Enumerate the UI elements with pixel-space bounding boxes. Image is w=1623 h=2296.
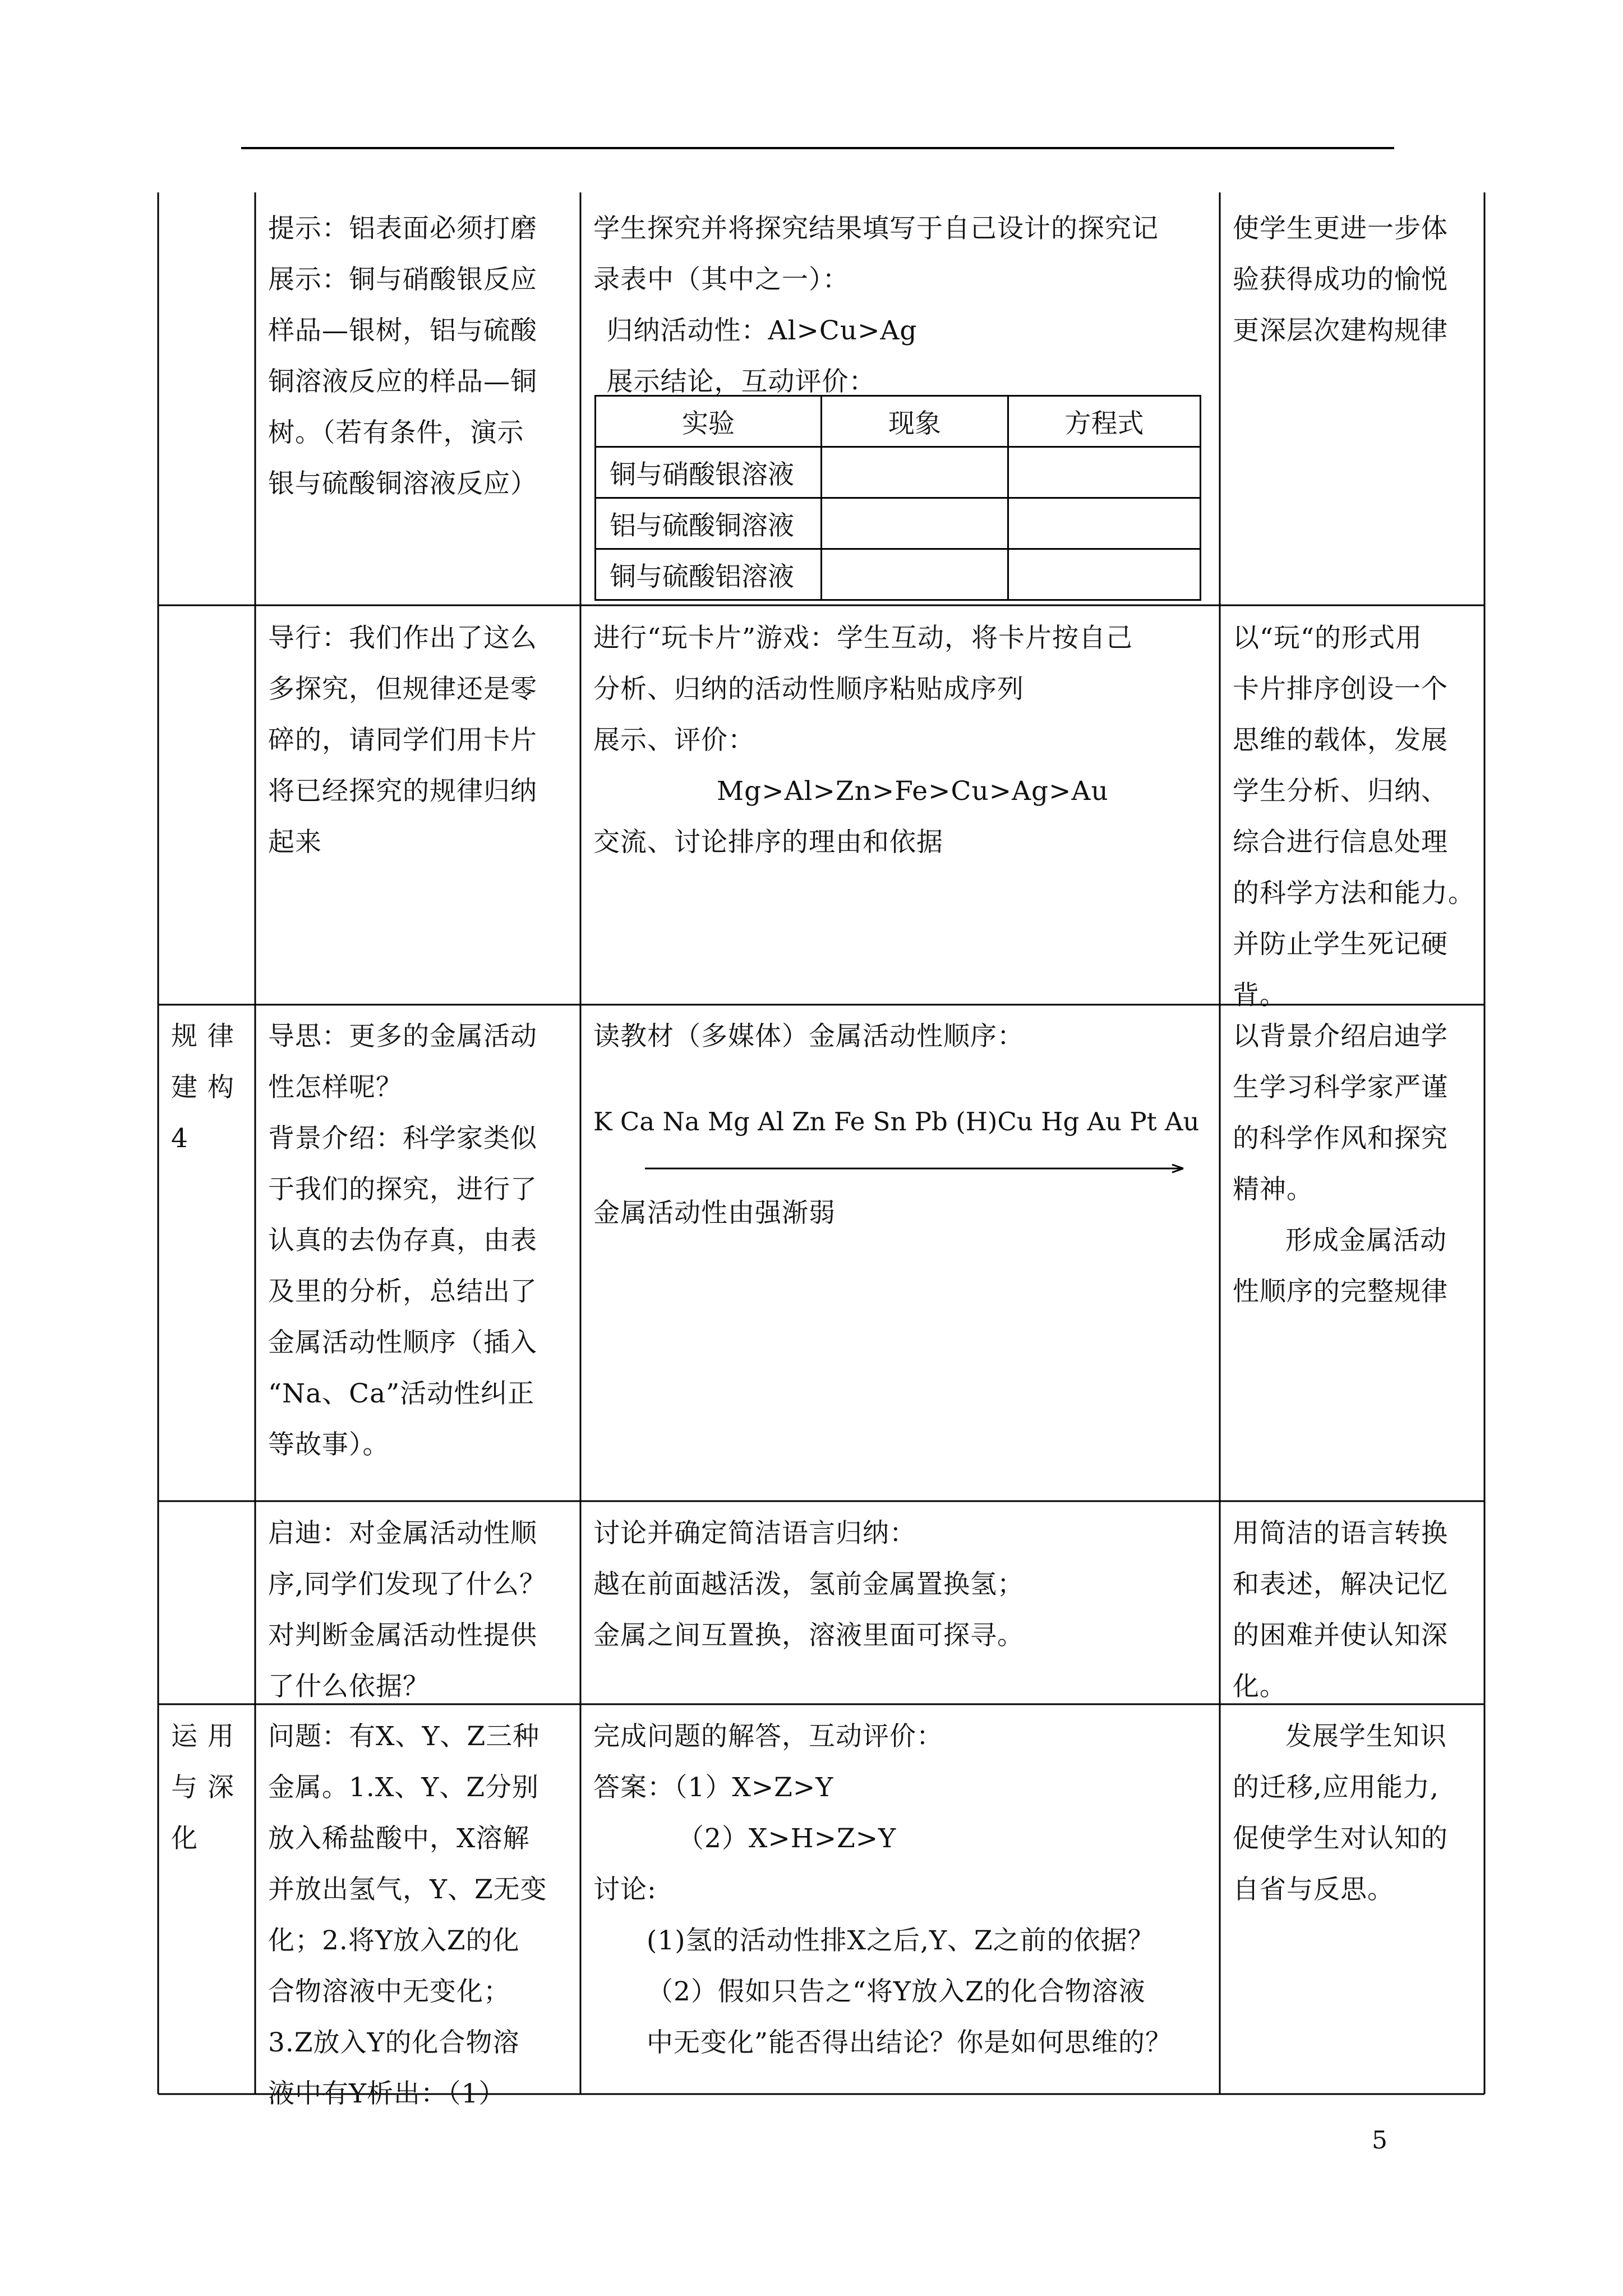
stage-cell-row5 [171, 1711, 244, 1864]
table-row [596, 549, 1201, 600]
text-line: 背。 [1233, 980, 1287, 1011]
student-cell-row3-note [593, 1188, 1199, 1239]
text-line: 问题：有X、Y、Z三种 [268, 1721, 540, 1752]
table-header-cell: 实验 [596, 396, 822, 447]
text-line: 放入稀盐酸中，X溶解 [268, 1823, 530, 1854]
text-line: 的科学方法和能力。 [1233, 878, 1475, 909]
text-line: 并放出氢气，Y、Z无变 [268, 1874, 547, 1905]
text-line: 金属活动性顺序（插入 [268, 1327, 537, 1358]
text-line: 以背景介绍启迪学 [1233, 1021, 1448, 1052]
text-line: 验获得成功的愉悦 [1233, 264, 1448, 295]
student-cell-row4 [593, 1508, 1199, 1661]
text-line: 及里的分析，总结出了 [268, 1276, 537, 1307]
text-line: 化 [171, 1823, 208, 1854]
intent-cell-row1 [1233, 203, 1479, 356]
table-cell [822, 549, 1008, 600]
text-line: 以“玩“的形式用 [1233, 623, 1423, 654]
text-line: 读教材（多媒体）金属活动性顺序： [593, 1021, 1024, 1052]
text-line: 生学习科学家严谨 [1233, 1072, 1448, 1103]
text-line: 化。 [1233, 1671, 1287, 1702]
text-line: 铜溶液反应的样品—铜 [268, 366, 537, 397]
teacher-cell-row1 [268, 203, 571, 509]
teacher-cell-row4 [268, 1508, 571, 1712]
text-line: 答案：（1）X>Z>Y [593, 1772, 834, 1803]
text-line: 化；2.将Y放入Z的化 [268, 1925, 520, 1956]
text-line: 多探究，但规律还是零 [268, 674, 537, 705]
text-line: 等故事）。 [268, 1429, 390, 1460]
text-line: 背景介绍：科学家类似 [268, 1123, 537, 1154]
text-line: (1)氢的活动性排X之后,Y、Z之前的依据？ [647, 1925, 1155, 1956]
text-line: 更深层次建构规律 [1233, 315, 1448, 346]
text-line: 学生分析、归纳、 [1233, 776, 1448, 807]
table-row [596, 498, 1201, 549]
teacher-cell-row2 [268, 613, 571, 868]
text-line: 和表述，解决记忆 [1233, 1569, 1448, 1600]
text-line: 液中有Y析出：（1） [268, 2078, 506, 2109]
text-line: 促使学生对认知的 [1233, 1823, 1448, 1854]
table-cell [1008, 447, 1201, 498]
student-cell-row3-title [593, 1011, 1199, 1062]
text-line: 的困难并使认知深 [1233, 1620, 1448, 1651]
table-cell: 铜与硫酸铝溶液 [596, 549, 822, 600]
text-line: 起来 [268, 827, 322, 858]
text-line: 精神。 [1233, 1174, 1313, 1205]
text-line: 自省与反思。 [1233, 1874, 1394, 1905]
text-line: 样品—银树，铝与硫酸 [268, 315, 537, 346]
text-line: 与深 [171, 1772, 244, 1803]
text-line: 分析、归纳的活动性顺序粘贴成序列 [593, 674, 1024, 705]
table-cell: 铝与硫酸铜溶液 [596, 498, 822, 549]
text-line: 并防止学生死记硬 [1233, 929, 1448, 960]
text-line: 碎的，请同学们用卡片 [268, 725, 537, 756]
text-line: 展示、评价： [593, 725, 755, 756]
text-line: （2）X>H>Z>Y [677, 1823, 897, 1854]
arrow-icon [645, 1160, 1189, 1177]
text-line: 于我们的探究，进行了 [268, 1174, 537, 1205]
table-cell: 铜与硝酸银溶液 [596, 447, 822, 498]
teacher-cell-row3 [268, 1011, 571, 1470]
text-line: 归纳活动性：Al>Cu>Ag [606, 315, 917, 346]
text-line: 认真的去伪存真，由表 [268, 1225, 537, 1256]
text-line: 合物溶液中无变化； [268, 1976, 510, 2007]
intent-cell-row3 [1233, 1011, 1479, 1317]
text-line: 卡片排序创设一个 [1233, 674, 1448, 705]
table-header-row [596, 396, 1201, 447]
text-line: 形成金属活动 [1285, 1225, 1447, 1256]
text-line: 规律 [171, 1021, 244, 1052]
student-cell-row1 [593, 203, 1199, 407]
text-line: 录表中（其中之一）： [593, 264, 850, 295]
text-line: 3.Z放入Y的化合物溶 [268, 2027, 520, 2058]
table-header-cell: 方程式 [1008, 396, 1201, 447]
text-line: 性怎样呢？ [268, 1072, 403, 1103]
text-line: 性顺序的完整规律 [1233, 1276, 1448, 1307]
text-line: 讨论: [593, 1874, 657, 1905]
text-line: 银与硫酸铜溶液反应） [268, 468, 537, 499]
text-line: Mg>Al>Zn>Fe>Cu>Ag>Au [717, 776, 1109, 807]
text-line: 金属活动性由强渐弱 [593, 1198, 836, 1228]
text-line: 金属。1.X、Y、Z分别 [268, 1772, 539, 1803]
text-line: 展示：铜与硝酸银反应 [268, 264, 537, 295]
text-line: 提示：铝表面必须打磨 [268, 213, 537, 244]
text-line: 交流、讨论排序的理由和依据 [593, 827, 943, 858]
text-line: 启迪：对金属活动性顺 [268, 1518, 537, 1549]
text-line: 展示结论，互动评价： [606, 366, 876, 397]
text-line: 用简洁的语言转换 [1233, 1518, 1448, 1549]
text-line: 讨论并确定简洁语言归纳： [593, 1518, 916, 1549]
text-line: 的迁移,应用能力, [1233, 1772, 1439, 1803]
text-line: 4 [171, 1123, 198, 1154]
teacher-cell-row5 [268, 1711, 571, 2119]
table-cell [822, 498, 1008, 549]
text-line: 序,同学们发现了什么？ [268, 1569, 546, 1600]
table-cell [822, 447, 1008, 498]
text-line: 越在前面越活泼，氢前金属置换氢； [593, 1569, 1024, 1600]
table-header-cell: 现象 [822, 396, 1008, 447]
table-cell [1008, 498, 1201, 549]
text-line: 发展学生知识 [1285, 1721, 1447, 1752]
page-number: 5 [1372, 2126, 1387, 2155]
record-table [594, 395, 1201, 601]
text-line: 完成问题的解答，互动评价： [593, 1721, 943, 1752]
student-cell-row2 [593, 613, 1199, 868]
text-line: “Na、Ca”活动性纠正 [268, 1378, 535, 1409]
text-line: 运用 [171, 1721, 244, 1752]
intent-cell-row2 [1233, 613, 1479, 1021]
text-line: 对判断金属活动性提供 [268, 1620, 537, 1651]
text-line: 学生探究并将探究结果填写于自己设计的探究记 [593, 213, 1159, 244]
text-line: 了什么依据？ [268, 1671, 430, 1702]
text-line: 综合进行信息处理 [1233, 827, 1448, 858]
text-line: 导行：我们作出了这么 [268, 623, 537, 654]
activity-series: K Ca Na Mg Al Zn Fe Sn Pb (H)Cu Hg Au Pt Au [593, 1107, 1200, 1137]
text-line: 使学生更进一步体 [1233, 213, 1448, 244]
stage-cell-row3 [171, 1011, 244, 1164]
text-line: 将已经探究的规律归纳 [268, 776, 537, 807]
text-line: 树。（若有条件，演示 [268, 417, 524, 448]
text-line: 导思：更多的金属活动 [268, 1021, 537, 1052]
intent-cell-row5 [1233, 1711, 1479, 1915]
text-line: 的科学作风和探究 [1233, 1123, 1448, 1154]
text-line: （2）假如只告之“将Y放入Z的化合物溶液 [647, 1976, 1146, 2007]
table-row [596, 447, 1201, 498]
table-cell [1008, 549, 1201, 600]
intent-cell-row4 [1233, 1508, 1479, 1712]
student-cell-row5 [593, 1711, 1199, 2068]
text-line: 思维的载体，发展 [1233, 725, 1448, 756]
text-line: 金属之间互置换，溶液里面可探寻。 [593, 1620, 1024, 1651]
text-line: 进行“玩卡片”游戏：学生互动，将卡片按自己 [593, 623, 1133, 654]
text-line: 建构 [171, 1072, 244, 1103]
text-line: 中无变化”能否得出结论？你是如何思维的？ [647, 2027, 1173, 2058]
